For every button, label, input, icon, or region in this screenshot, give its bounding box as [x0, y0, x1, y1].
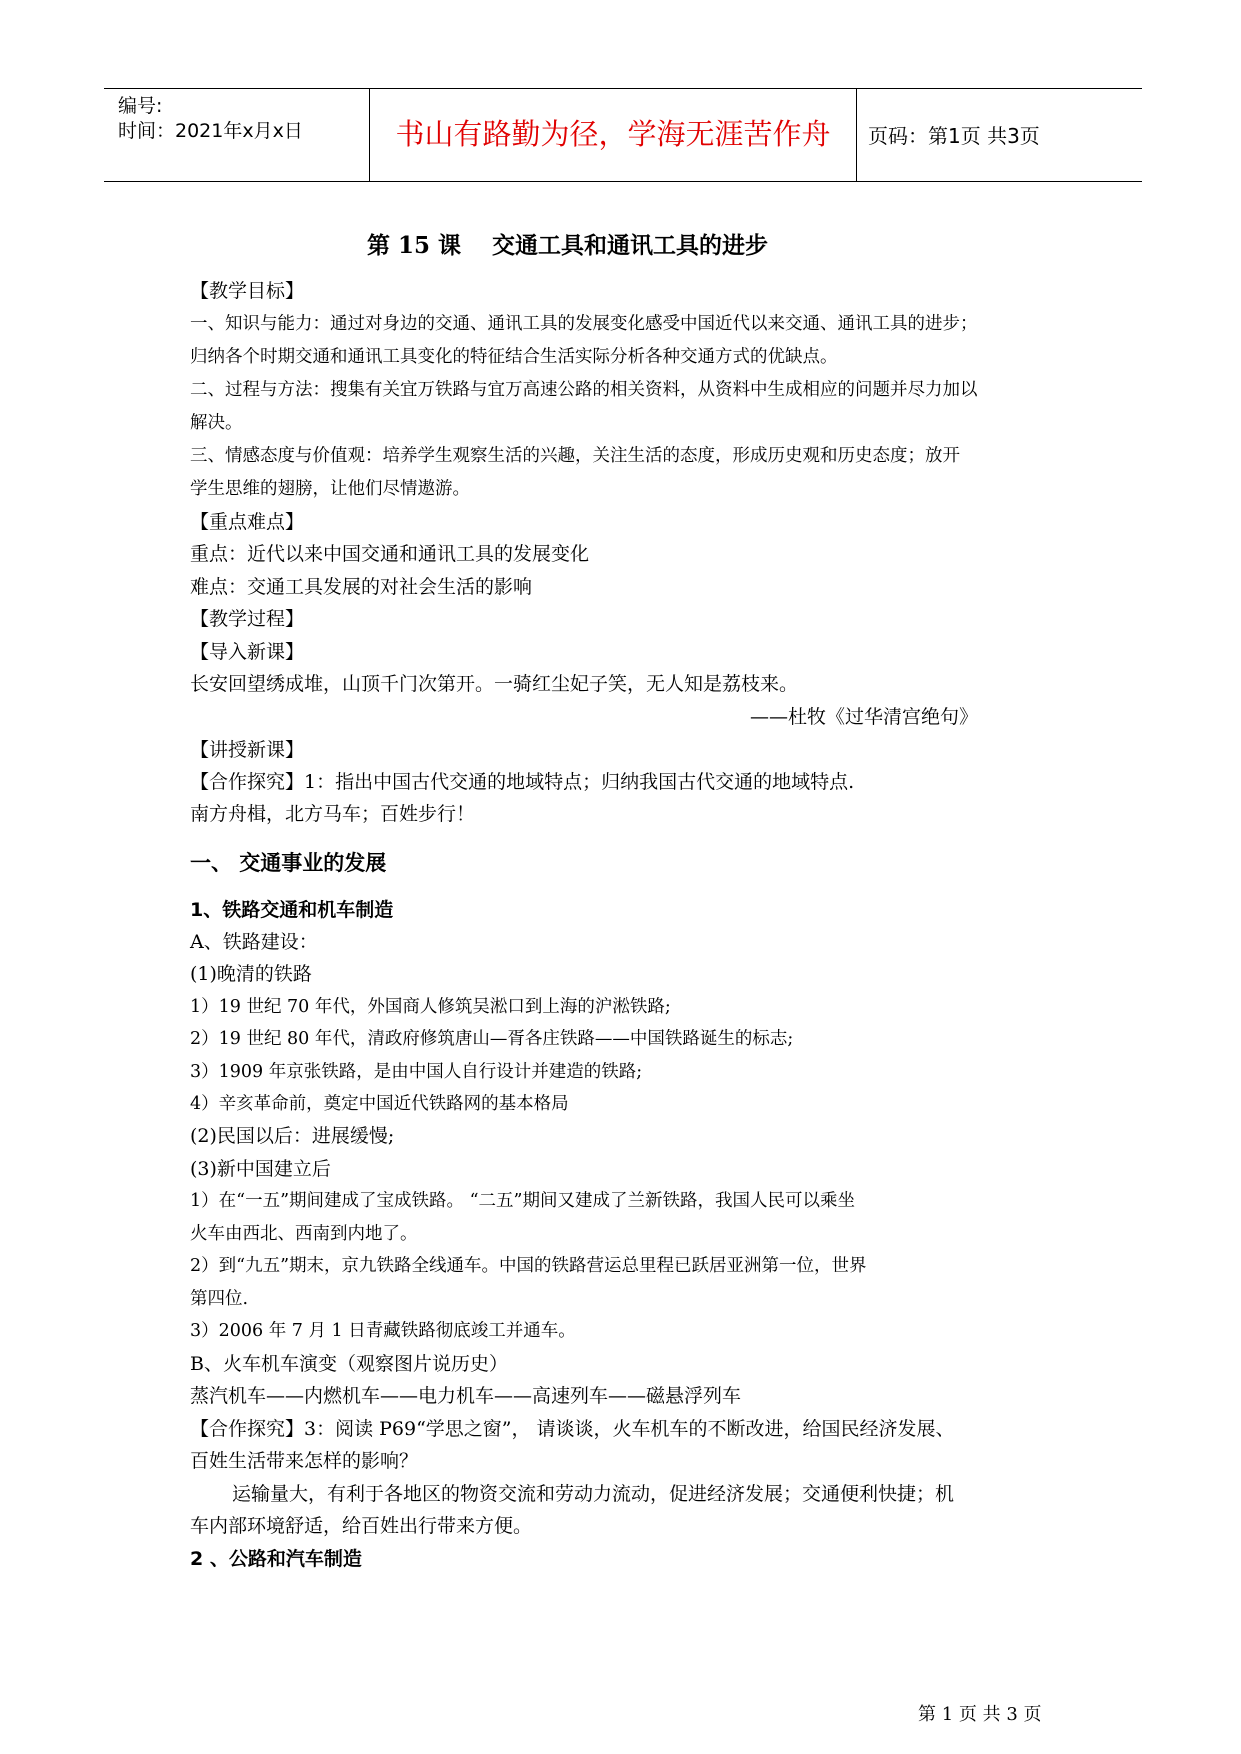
header-middle-cell — [369, 89, 857, 181]
header-left-cell — [104, 89, 369, 181]
text-line: 难点：交通工具发展的对社会生活的影响 — [190, 576, 533, 598]
subsection-heading: 1、铁路交通和机车制造 — [190, 899, 394, 921]
text-line: 车内部环境舒适，给百姓出行带来方便。 — [190, 1515, 533, 1537]
page-header — [104, 88, 1142, 182]
text-line: 归纳各个时期交通和通讯工具变化的特征结合生活实际分析各种交通方式的优缺点。 — [190, 347, 838, 367]
subsection-heading: 2 、公路和汽车制造 — [190, 1548, 362, 1570]
text-line: 3）1909 年京张铁路，是由中国人自行设计并建造的铁路; — [190, 1062, 643, 1082]
text-line: 三、情感态度与价值观：培养学生观察生活的兴趣，关注生活的态度，形成历史观和历史态度；放开 — [190, 446, 960, 466]
text-line: 1）在“一五”期间建成了宝成铁路。 “二五”期间又建成了兰新铁路，我国人民可以乘坐 — [190, 1191, 855, 1211]
text-line: 【重点难点】 — [190, 511, 305, 533]
text-line: 火车由西北、西南到内地了。 — [190, 1224, 418, 1244]
text-line: 【导入新课】 — [190, 641, 305, 663]
page-footer: 第 1 页 共 3 页 — [918, 1704, 1042, 1725]
text-line: (3)新中国建立后 — [190, 1158, 331, 1180]
text-line: 蒸汽机车——内燃机车——电力机车——高速列车——磁悬浮列车 — [190, 1385, 742, 1407]
header-motto: 书山有路勤为径，学海无涯苦作舟 — [395, 117, 831, 151]
text-line: 一、知识与能力：通过对身边的交通、通讯工具的发展变化感受中国近代以来交通、通讯工具的进步； — [190, 314, 978, 334]
text-line: 【合作探究】1：指出中国古代交通的地域特点；归纳我国古代交通的地域特点. — [190, 771, 855, 793]
text-line: 重点：近代以来中国交通和通讯工具的发展变化 — [190, 543, 590, 565]
document-number-label: 编号: — [118, 95, 163, 117]
text-line: 【讲授新课】 — [190, 739, 305, 761]
text-line: 【合作探究】3：阅读 P69“学思之窗”， 请谈谈，火车机车的不断改进，给国民经济发展、 — [190, 1418, 955, 1440]
text-line: 二、过程与方法：搜集有关宜万铁路与宜万高速公路的相关资料，从资料中生成相应的问题并尽力加以 — [190, 380, 978, 400]
document-time-label: 时间：2021年x月x日 — [118, 120, 303, 142]
header-page-code: 页码：第1页 共3页 — [868, 124, 1040, 148]
text-line: 学生思维的翅膀，让他们尽情遨游。 — [190, 479, 470, 499]
lesson-title: 第 15 课 交通工具和通讯工具的进步 — [367, 232, 769, 259]
text-line: 长安回望绣成堆，山顶千门次第开。一骑红尘妃子笑，无人知是荔枝来。 — [190, 673, 799, 695]
text-line: 第四位. — [190, 1289, 249, 1309]
text-line: 运输量大，有利于各地区的物资交流和劳动力流动，促进经济发展；交通便利快捷；机 — [232, 1483, 955, 1505]
text-line: 1）19 世纪 70 年代，外国商人修筑吴淞口到上海的沪淞铁路; — [190, 997, 671, 1017]
text-line: 【教学目标】 — [190, 280, 305, 302]
text-line: A、铁路建设： — [190, 931, 318, 953]
text-line: 4）辛亥革命前，奠定中国近代铁路网的基本格局 — [190, 1094, 569, 1114]
text-line: (2)民国以后：进展缓慢; — [190, 1125, 395, 1147]
text-line: (1)晚清的铁路 — [190, 963, 312, 985]
text-line: 【教学过程】 — [190, 608, 305, 630]
header-right-cell — [856, 89, 1142, 181]
text-line: 3）2006 年 7 月 1 日青藏铁路彻底竣工并通车。 — [190, 1321, 576, 1341]
text-line: 百姓生活带来怎样的影响？ — [190, 1450, 419, 1472]
text-line: 南方舟楫，北方马车；百姓步行！ — [190, 803, 476, 825]
text-line: 解决。 — [190, 413, 243, 433]
section-heading: 一、 交通事业的发展 — [190, 851, 387, 875]
text-line: B、火车机车演变（观察图片说历史） — [190, 1353, 508, 1375]
text-line: 2）19 世纪 80 年代，清政府修筑唐山—胥各庄铁路——中国铁路诞生的标志; — [190, 1029, 794, 1049]
text-line: 2）到“九五”期末，京九铁路全线通车。中国的铁路营运总里程已跃居亚洲第一位，世界 — [190, 1256, 867, 1276]
poem-attribution: ——杜牧《过华清宫绝句》 — [750, 706, 979, 728]
